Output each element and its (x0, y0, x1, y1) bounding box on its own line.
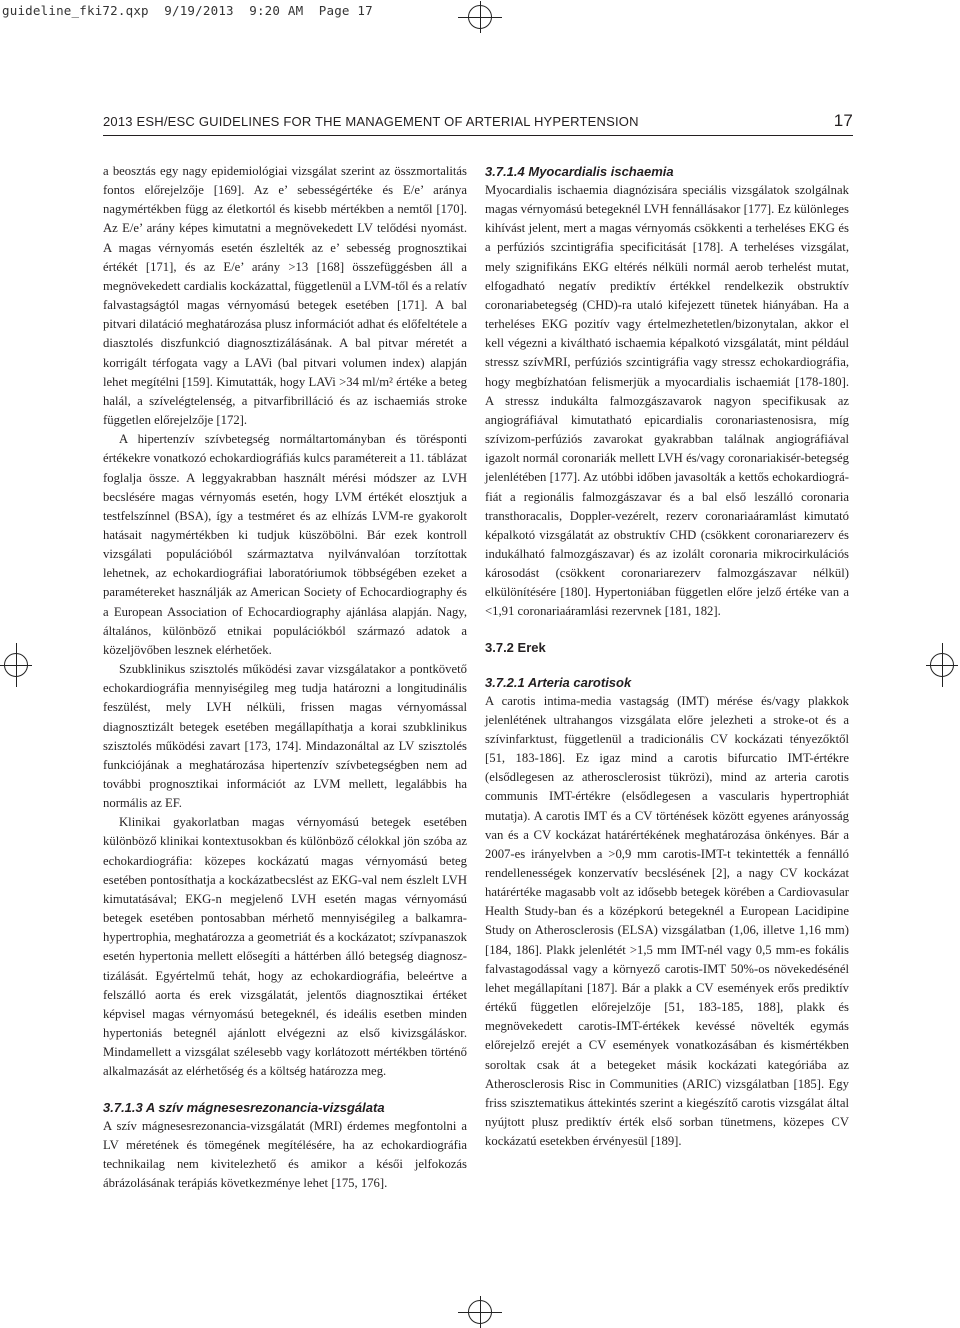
section-heading-erek: 3.7.2 Erek (485, 639, 546, 655)
running-header (103, 111, 853, 130)
paragraph: Myocardialis ischaemia diagnózisára speciális vizsgálatok szolgálnak magas vérnyomású betegeknél LVH fennállásakor [177]. Ez különleges kihívást jelent, mert a magas vérnyomás csökkenti a terheléses EKG és a perfúziós szcintigráfia specificitását [178]. A terheléses vizsgálat, mely szignifikáns EKG eltérés nélküli normál aerob terhelést mutat, elfogadható negatív prediktív értékkel rendelkezik obstruktív coronariabetegség (CHD)-ra utaló kifejezett tünetek hiányában. Ha a terheléses EKG pozitív vagy értelmezhetetlen/bizonytalan, akkor el kell végezni a kiváltható ischaemia képalkotó vizsgálatát, mint például stressz szívMRI, perfúziós szcintigráfia vagy stressz echokardiográfia, hogy megbízhatóan felismerjük a myocardialis ischaemiát [178-180]. A stressz indukálta falmozgászavarok nagyon specifikusak az angiográfiával kimutatható epicardialis coronariastenosisra, míg szívizom-perfúziós zavarokat gyakrabban találnak angiográfiával igazolt normál coronariák mellett LVH és/vagy coronariakisér-betegség jelenlétében [177]. Az utóbbi időben javasolták a kettős echokardiográfiát a regionális falmozgászavar és a bal első leszálló coronaria transthoracalis, Doppler-vezérelt, rezerv coronariaáramlást kimutató képalkotó vizsgálatát az obstruktív CHD (csökkent coronariarezerv és indukálható falmozgászavar) és az izolált coronaria mikrocirkulációs károsodást (csökkent coronariarezerv falmozgászavar nélkül) elkülönítésére [180]. Hypertoniában független előre jelző értéke van a <1,91 coronariaáramlási rezervnek [181, 182]. (485, 183, 849, 619)
paragraph: Klinikai gyakorlatban magas vérnyomású betegek esetében különböző klinikai kontextusokban és különböző célokkal jön szóba az echokardiográfia: közepes kockázatú magas vérnyomású beteg esetében pontosíthatja a kockázatbecslést az EKG-val nem észlelt LVH kimutatásával; EKG-n megjelenő LVH esetén magas vérnyomású betegek esetében pontosabban mérhető mennyiségileg a balkamra-hypertrophia, meghatározza a geometriát és a kockázatot; szívpanaszok esetén hypertonia mellett elősegíti a háttérben álló betegség diagnosztizálását. Egyértelmű tehát, hogy az echokardiográfia, beleértve a felszálló aorta és erek vizsgálatát, jelentős diagnosztikai értéket képvisel magas vérnyomású betegeknél, és ideális esetben minden hypertoniás betegnél ajánlott elvégezni az első kivizsgáláskor. Mindamellett a vizsgálat szélesebb vagy korlátozott mértékben történő alkalmazását az elérhetőség és a költség határozza meg. (103, 815, 467, 1079)
paragraph: A szív mágnesesrezonancia-vizsgálatát (MRI) érdemes megfontolni a LV méretének és tömegének megítélésére, ha az echokardiográfia technikailag nem kivitelezhető és amikor a késői jelfokozás ábrázolásának terápiás következménye lehet [175, 176]. (103, 1118, 467, 1190)
section-heading-ischaemia: 3.7.1.4 Myocardialis ischaemia (485, 164, 674, 179)
print-slug: guideline_fki72.qxp 9/19/2013 9:20 AM Page 17 (2, 3, 373, 18)
paragraph: a beosztás egy nagy epidemiológiai vizsgálat szerint az összmortalitás fontos előrejelzője [169]. Az e’ sebességértéke és E/e’ aránya nagymértékben függ az életkortól és kisebb mértékben a nemtől [170]. Az E/e’ arány képes kimutatni a megnövekedett LV telődési nyomást. A magas vérnyomás esetén észlelték az e’ sebesség prognosztikai értékét [171], és az E/e’ arány >13 [168] összefüggésben áll a megnövekedett cardialis kockázattal, függetlenül a LVM-től és a relatív falvastagságtól magas vérnyomású betegek esetében [171]. A bal pitvari dilatáció meghatározása plusz információt adhat és előfeltétele a diasztolés diszfunkció diagnosztizálásának. A bal pitvar méretét a korrigált térfogata vagy a LAVi (bal pitvari volumen index) alapján lehet megítélni [159]. Kimutatták, hogy LAVi >34 ml/m² értéke a beteg halál, a szívelégtelenség, a pitvarfibrilláció és az ischaemiás stroke független előrejelzője [172]. (103, 164, 467, 428)
left-column (103, 162, 467, 1193)
section-heading-carotis: 3.7.2.1 Arteria carotisok (485, 674, 632, 690)
paragraph: A hipertenzív szívbetegség normáltartományban és törésponti értékekre vonatkozó echokardiográfiás kulcs paramétereit a 11. táblázat foglalja össze. A leggyakrabban használt mérési módszer az LVH becslésére magas vérnyomás esetén, hogy LVM értékét elosztjuk a testfelszínnel (BSA), így a testméret és az elhízás LVM-re gyakorolt hatásait nagymértékben ki tudjuk küszöbölni. Bár ezek kontroll vizsgálati populációból származtatva nyilvánvalóan torzítottak lehetnek, az echokardiográfiai laboratóriumok többségében ezeket a paramétereket használják az American Society of Echocardiography és a European Association of Echocardiography ajánlása alapján. Nagy, általános, különböző etnikai populációkból származó adatok a közeljövőben lesznek elérhetőek. (103, 432, 467, 657)
running-title: 2013 ESH/ESC GUIDELINES FOR THE MANAGEMENT OF ARTERIAL HYPERTENSION (103, 114, 639, 129)
paragraph: A carotis intima-media vastagság (IMT) mérése és/vagy plakkok jelenlétének ultrahangos vizsgálata előre jelezheti a stroke-ot és a szívinfarktust, függetlenül a tradicionális CV kockázati tényezőktől [51, 183-186]. Ez igaz mind a carotis bifurcatio IMT-értékre (elsődlegesen az atherosclerosist tükrözi), mind az arteria carotis communis IMT-értékre (elsődlegesen a vascularis hypertrophiát mutatja). A carotis IMT és a CV történések között egyenes arányosság van és a CV kockázat határértékének meghatározása önkényes. Bár a 2007-es irányelvben a >0,9 mm carotis-IMT-t tekintették a fennálló rendellenességek konzervatív becslésének [2], a nagy CV kockázat határértéke magasabb volt az idősebb betegek körében a Cardiovasular Health Study-ban és a középkorú betegeknél a European Lacidipine Study on Atherosclerosis (ELSA) vizsgálatban (1,06, illetve 1,16 mm) [184, 186]. Plakk jelenlétét >1,5 mm IMT-nél vagy 0,5 mm-es fokális falvastagodással vagy a környező carotis-IMT 50%-os növekedésénél lehet megállapítani [187]. Bár a plakk a CV események erős prediktív értékű független előrejelzője [51, 183-185, 188], plakk és megnövekedett carotis-IMT-értékek kevéssé növelték egymás előrejelző erejét a CV események vonatkozásában és kismértékben soroltak csak át a betegeket másik kockázati kategóriába az Atherosclerosis Risc in Communities (ARIC) vizsgálatban [185]. Egy friss szisztematikus áttekintés szerint a kiegészítő carotis vizsgálat által nyújtott plusz prediktív érték első sorban tünetmens, közepes CV kockázatú esetekben érvényesül [189]. (485, 693, 849, 1149)
right-column (485, 162, 849, 1151)
page-number: 17 (833, 111, 853, 130)
section-heading-mri: 3.7.1.3 A szív mágnesesrezonancia-vizsgálata (103, 1099, 385, 1115)
header-rule (103, 135, 853, 136)
paragraph: Szubklinikus szisztolés működési zavar vizsgálatakor a pontkövető echokardiográfia mennyiségileg meg tudja határozni a longitudinális feszülést, mely LVH nélküli, frissen magas vérnyomással diagnosztizált betegek esetében megállapíthatja a korai szubklinikus szisztolés működési zavart [173, 174]. Mindazonáltal az LV szisztolés funkciójának a meghatározása hipertenzív szívbetegségben nem ad további prognosztikai információt az LVM mellett, legalábbis ha normális az EF. (103, 662, 467, 811)
